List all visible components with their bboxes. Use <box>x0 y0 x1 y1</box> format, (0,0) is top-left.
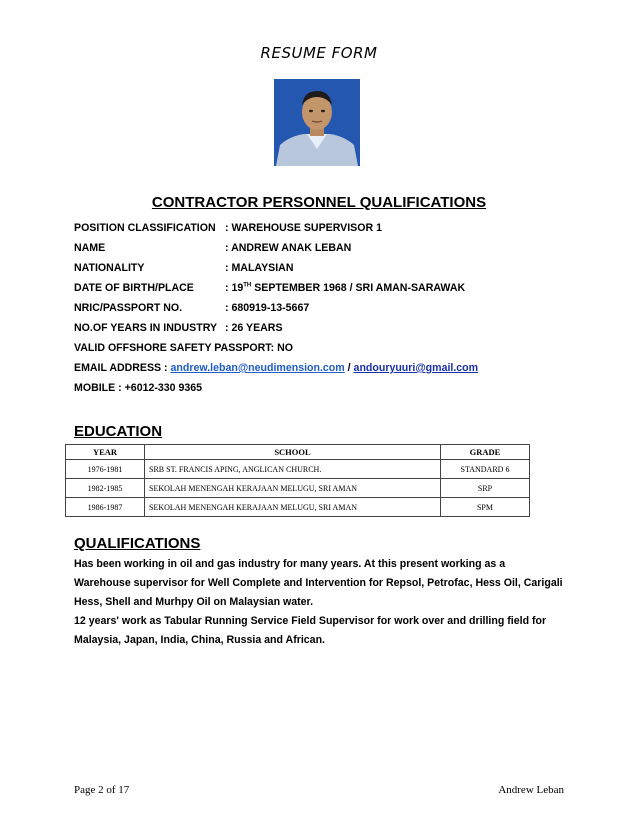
table-row <box>66 498 530 517</box>
dob-rest: SEPTEMBER 1968 / SRI AMAN-SARAWAK <box>251 282 466 294</box>
email-label: EMAIL ADDRESS : <box>74 362 171 374</box>
cell-year: 1976-1981 <box>66 460 145 479</box>
detail-label: NRIC/PASSPORT NO. <box>74 302 183 314</box>
header-grade: GRADE <box>441 445 530 460</box>
qualifications-paragraph-1: Has been working in oil and gas industry for many years. At this present working as a Warehouse supervisor for Well Complete and Intervention for Repsol, Petrofac, Hess Oil, Carigali Hess, Shell and Murhpy Oil on Malaysian water. <box>74 558 563 608</box>
dob-day: : 19 <box>225 282 244 294</box>
email-primary-link[interactable]: andrew.leban@neudimension.com <box>170 362 345 374</box>
cell-school: SRB ST. FRANCIS APING, ANGLICAN CHURCH. <box>145 460 441 479</box>
email-secondary-link[interactable]: andouryuuri@gmail.com <box>353 362 479 374</box>
detail-value: : 26 YEARS <box>225 322 283 334</box>
detail-value: : ANDREW ANAK LEBAN <box>225 242 352 254</box>
detail-label: POSITION CLASSIFICATION <box>74 222 216 234</box>
dob-ordinal: TH <box>243 282 252 289</box>
passport-line: VALID OFFSHORE SAFETY PASSPORT: NO <box>74 342 293 354</box>
qualifications-text <box>74 555 564 650</box>
footer-page-number: Page 2 of 17 <box>74 784 130 796</box>
section-title: CONTRACTOR PERSONNEL QUALIFICATIONS <box>151 194 487 211</box>
cell-year: 1982-1985 <box>66 479 145 498</box>
education-heading: EDUCATION <box>74 423 163 440</box>
footer-name: Andrew Leban <box>498 784 564 796</box>
table-row <box>66 479 530 498</box>
qualifications-heading: QUALIFICATIONS <box>74 535 201 552</box>
resume-form-title: RESUME FORM <box>260 44 378 62</box>
detail-label: DATE OF BIRTH/PLACE <box>74 282 194 294</box>
detail-label: NO.OF YEARS IN INDUSTRY <box>74 322 218 334</box>
cell-year: 1986-1987 <box>66 498 145 517</box>
mobile-line: MOBILE : +6012-330 9365 <box>74 382 203 394</box>
qualifications-paragraph-2: 12 years' work as Tabular Running Service Field Supervisor for work over and drilling field for Malaysia, Japan, India, China, Russia and African. <box>74 615 547 646</box>
detail-label: NATIONALITY <box>74 262 145 274</box>
cell-school: SEKOLAH MENENGAH KERAJAAN MELUGU, SRI AMAN <box>145 479 441 498</box>
email-separator: / <box>344 362 354 374</box>
cell-grade: SPM <box>441 498 530 517</box>
email-line <box>74 362 478 374</box>
table-header-row <box>66 445 530 460</box>
detail-value: : 680919-13-5667 <box>225 302 310 314</box>
cell-grade: STANDARD 6 <box>441 460 530 479</box>
education-table <box>65 444 530 517</box>
cell-grade: SRP <box>441 479 530 498</box>
profile-photo <box>274 79 360 166</box>
header-year: YEAR <box>66 445 145 460</box>
detail-value: : MALAYSIAN <box>225 262 294 274</box>
detail-value <box>225 282 465 294</box>
table-row <box>66 460 530 479</box>
cell-school: SEKOLAH MENENGAH KERAJAAN MELUGU, SRI AMAN <box>145 498 441 517</box>
header-school: SCHOOL <box>145 445 441 460</box>
detail-value: : WAREHOUSE SUPERVISOR 1 <box>225 222 382 234</box>
detail-label: NAME <box>74 242 106 254</box>
